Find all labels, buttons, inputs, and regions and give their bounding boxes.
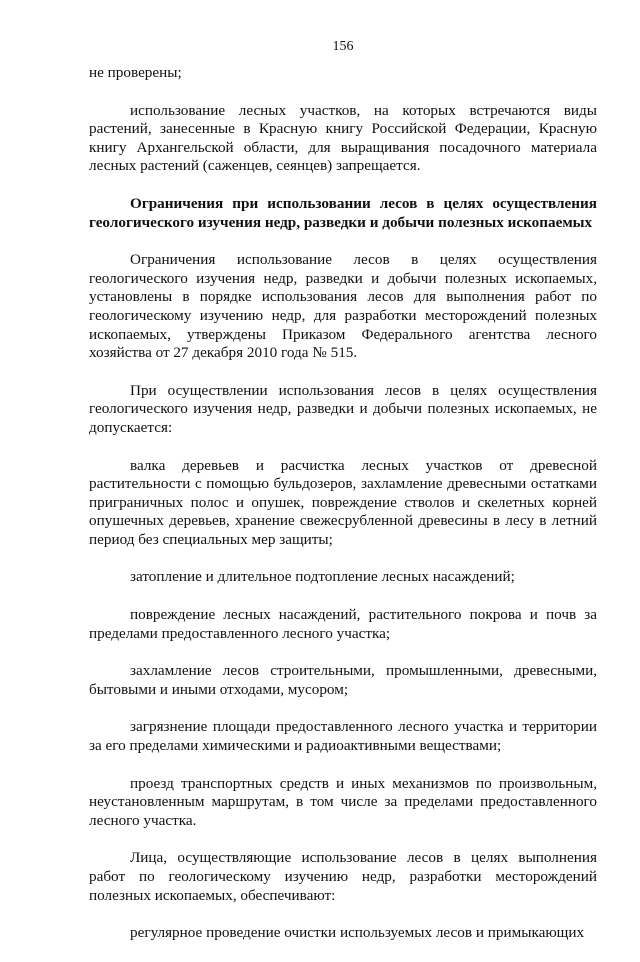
paragraph-restrictions-order: Ограничения использование лесов в целях осуществления геологического изучения недр, разведки и добычи полезных ископаемых, установлены в порядке использования лесов для выполнения работ по геологическому изучению недр, для разработки месторождений полезных ископаемых, утверждены Приказом Федерального агентства лесного хозяйства от 27 декабря 2010 года № 515.: [89, 251, 597, 362]
paragraph-continuation: не проверены;: [89, 64, 182, 81]
section-heading: Ограничения при использовании лесов в целях осуществления геологического изучения недр, разведки и добычи полезных ископаемых: [89, 194, 597, 231]
document-body: [89, 64, 597, 962]
list-item-vehicle-passage: проезд транспортных средств и иных механизмов по произвольным, неустановленным маршрутам, в том числе за пределами предоставленного лесного участка.: [89, 774, 597, 829]
list-item-cleaning: регулярное проведение очистки используемых лесов и примыкающих: [130, 924, 585, 942]
list-item-tree-felling: валка деревьев и расчистка лесных участков от древесной растительности с помощью бульдозеров, захламление древесными остатками приграничных полос и опушек, повреждение стволов и скелетных корней опушечных деревьев, хранение свежесрубленной древесины в лесу в летний период без специальных мер защиты;: [89, 456, 597, 548]
list-item-pollution: загрязнение площади предоставленного лесного участка и территории за его пределами химическими и радиоактивными веществами;: [89, 718, 597, 755]
paragraph-obligations-intro: Лица, осуществляющие использование лесов в целях выполнения работ по геологическому изучению недр, разработки месторождений полезных ископаемых, обеспечивают:: [89, 849, 597, 904]
paragraph-red-book-restriction: использование лесных участков, на которых встречаются виды растений, занесенные в Красную книгу Российской Федерации, Красную книгу Архангельской области, для выращивания посадочного материала лесных растений (саженцев, сеянцев) запрещается.: [89, 101, 597, 175]
page-number: 156: [332, 39, 354, 54]
list-item-flooding: затопление и длительное подтопление лесных насаждений;: [130, 568, 515, 586]
paragraph-not-allowed-intro: При осуществлении использования лесов в целях осуществления геологического изучения недр, разведки и добычи полезных ископаемых, не допускается:: [89, 381, 597, 436]
list-item-damage: повреждение лесных насаждений, растительного покрова и почв за пределами предоставленного лесного участка;: [89, 606, 597, 642]
list-item-littering: захламление лесов строительными, промышленными, древесными, бытовыми и иными отходами, мусором;: [89, 662, 597, 698]
